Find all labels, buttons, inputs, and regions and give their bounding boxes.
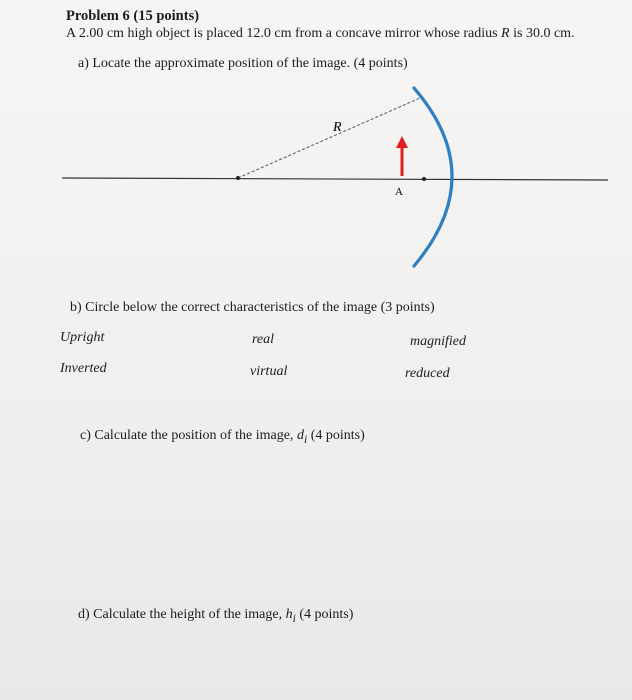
part-c-prefix: c) Calculate the position of the image, xyxy=(80,428,297,443)
focal-point xyxy=(422,177,426,181)
mirror-diagram xyxy=(0,80,632,280)
option-upright[interactable]: Upright xyxy=(60,330,105,345)
part-d-prefix: d) Calculate the height of the image, xyxy=(78,607,286,622)
concave-mirror xyxy=(414,88,452,266)
statement-prefix: A 2.00 cm high object is placed 12.0 cm from a concave mirror whose radius xyxy=(66,26,502,41)
option-magnified[interactable]: magnified xyxy=(410,334,466,349)
part-d-variable: h xyxy=(285,607,293,622)
option-inverted[interactable]: Inverted xyxy=(60,361,107,376)
part-d-suffix: (4 points) xyxy=(295,607,354,622)
part-c-suffix: (4 points) xyxy=(307,428,365,443)
option-real[interactable]: real xyxy=(252,332,275,347)
part-c-variable: d xyxy=(296,428,304,443)
problem-title: Problem 6 (15 points) xyxy=(66,8,200,24)
statement-suffix: is 30.0 cm. xyxy=(509,26,575,41)
radius-dashed-line xyxy=(238,98,420,178)
part-b-question: b) Circle below the correct characteristics of the image (3 points) xyxy=(70,300,435,315)
part-c-subscript-text: i xyxy=(303,432,308,446)
option-reduced[interactable]: reduced xyxy=(405,366,450,381)
part-a-question: a) Locate the approximate position of the image. (4 points) xyxy=(78,56,408,71)
option-virtual[interactable]: virtual xyxy=(250,364,288,379)
part-c-question xyxy=(80,428,365,446)
problem-statement xyxy=(66,26,575,42)
center-of-curvature-point xyxy=(236,176,240,180)
statement-variable-r: R xyxy=(501,26,510,41)
object-arrowhead xyxy=(396,136,408,148)
principal-axis xyxy=(62,178,608,180)
radius-label: R xyxy=(333,120,342,135)
part-d-question xyxy=(78,607,353,625)
point-a-label: A xyxy=(395,186,403,198)
part-d-subscript-text: i xyxy=(292,611,296,625)
